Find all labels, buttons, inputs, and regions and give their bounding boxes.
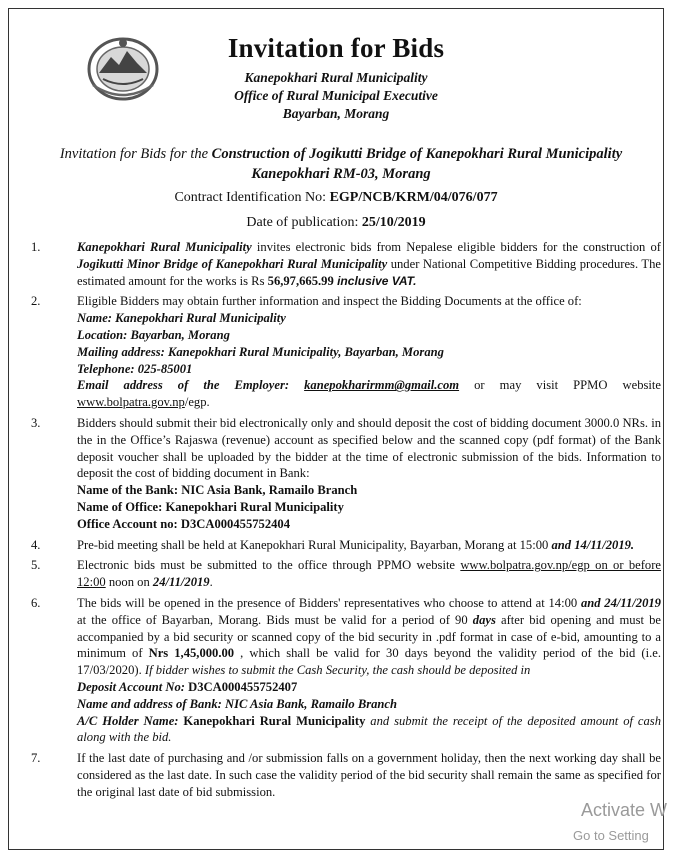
notice-body	[31, 239, 661, 805]
item-number: 6.	[31, 595, 41, 610]
prebid-date: and 14/11/2019.	[551, 537, 635, 552]
contract-label: Contract Identification No:	[174, 190, 327, 205]
item-number: 4.	[31, 537, 41, 552]
contract-id	[9, 190, 663, 206]
watermark-line2[interactable]: Go to Setting	[573, 828, 649, 843]
contract-number: EGP/NCB/KRM/04/076/077	[329, 190, 498, 205]
text-run: Kanepokhari Rural Municipality	[77, 240, 252, 254]
item-text	[77, 293, 661, 411]
bid-security-amount: Nrs 1,45,000.00	[148, 646, 235, 661]
item-text	[77, 595, 661, 746]
list-item	[31, 557, 661, 591]
egp-link[interactable]: www.bolpatra.gov.np/egp on or before 12:00	[77, 558, 661, 590]
pub-date-value: 25/10/2019	[361, 215, 426, 230]
watermark-line1: Activate W	[581, 800, 668, 820]
text-run: invites electronic bids from Nepalese eligible bidders for the construction of	[251, 240, 661, 254]
item-text	[77, 239, 661, 289]
item-number: 1.	[31, 240, 41, 254]
item-text	[77, 537, 661, 554]
deposit-account: D3CA000455752407	[184, 679, 298, 694]
list-item	[31, 537, 661, 554]
list-item	[31, 415, 661, 533]
bank-name: Name of the Bank: NIC Asia Bank, Ramailo Branch	[77, 483, 358, 498]
text-run: Electronic bids must be submitted to the office through PPMO website	[77, 558, 461, 573]
contact-mailing: Mailing address: Kanepokhari Rural Municipality, Bayarban, Morang	[77, 344, 444, 359]
item-number: 5.	[31, 558, 41, 573]
text-run: under National Competitive Bidding procedures. The estimated amount for the works is Rs	[77, 256, 661, 288]
list-item	[31, 595, 661, 746]
list-item	[31, 293, 661, 411]
item-number: 2.	[31, 294, 41, 309]
deposit-label: Deposit Account No:	[77, 679, 185, 694]
pub-label: Date of publication:	[246, 215, 359, 230]
item-text	[77, 415, 661, 533]
item-number: 7.	[31, 751, 41, 766]
office-name: Name of Office: Kanepokhari Rural Municipality	[77, 499, 344, 514]
item-number: 3.	[31, 415, 41, 430]
estimated-amount: 56,97,665.99	[267, 273, 334, 288]
item-text: If the last date of purchasing and /or submission falls on a government holiday, then the next working day shall be considered as the last date. In such case the validity period of the bid security shall remain the same as specified for the original last date of bid submission.	[77, 751, 661, 799]
ppmo-website-link[interactable]: www.bolpatra.gov.np	[77, 395, 185, 410]
project-location: Kanepokhari RM-03, Morang	[251, 166, 431, 182]
org-office: Office of Rural Municipal Executive	[234, 88, 438, 103]
text-run: Eligible Bidders may obtain further information and inspect the Bidding Documents at the office of:	[77, 294, 582, 309]
list-item	[31, 239, 661, 289]
org-address: Bayarban, Morang	[282, 106, 390, 121]
text-run: Bidders should submit their bid electronically only and should deposit the cost of bidding document 3000.0 NRs. in the in the Office’s Rajaswa (revenue) account as specified below and the scanned copy (pdf format) of the Bank deposit voucher shall be uploaded by the bidder at the time of electronic submission of the bids. Information to deposit the cost of bidding document in Bank:	[77, 415, 661, 481]
holder-label: A/C Holder Name:	[77, 713, 179, 728]
intro-prefix: Invitation for Bids for the	[59, 146, 209, 162]
contact-name: Name: Kanepokhari Rural Municipality	[77, 311, 286, 326]
item-text	[77, 557, 661, 591]
text-run: /egp.	[184, 395, 210, 410]
text-run: inclusive VAT.	[333, 273, 417, 288]
org-name: Kanepokhari Rural Municipality	[244, 70, 428, 85]
intro-heading	[39, 144, 643, 184]
text-run: or may visit PPMO website	[459, 378, 661, 393]
text-run: and submit the receipt of the deposited amount of cash along with the bid.	[77, 713, 661, 745]
email-label: Email address of the Employer:	[77, 378, 290, 393]
list-item	[31, 750, 661, 800]
text-run: , which shall be valid for 30 days beyond the validity period of the bid (i.e. 17/03/2020).	[77, 646, 661, 678]
text-run: noon on	[105, 575, 153, 590]
email-link[interactable]: kanepokharirmm@gmail.com	[304, 378, 460, 393]
holder-name: Kanepokhari Rural Municipality	[178, 713, 366, 728]
text-run: Jogikutti Minor Bridge of Kanepokhari Rural Municipality	[77, 256, 388, 271]
text-run: .	[209, 575, 213, 590]
text-run: If bidder wishes to submit the Cash Security, the cash should be deposited in	[144, 663, 531, 678]
contact-telephone: Telephone: 025-85001	[77, 361, 193, 376]
notice-frame	[8, 8, 664, 850]
text-run: Pre-bid meeting shall be held at Kanepokhari Rural Municipality, Bayarban, Morang at 15:00	[77, 537, 552, 552]
text-run: The bids will be opened in the presence of Bidders' representatives who choose to attend at 14:00	[77, 595, 581, 610]
publication-date	[9, 215, 663, 231]
deposit-bank: Name and address of Bank: NIC Asia Bank, Ramailo Branch	[77, 696, 398, 711]
contact-location: Location: Bayarban, Morang	[77, 327, 230, 342]
project-name: Construction of Jogikutti Bridge of Kanepokhari Rural Municipality	[211, 146, 623, 162]
opening-date: and 24/11/2019	[580, 595, 661, 610]
text-run: after bid opening and must be accompanied by a bid security or scanned copy of the bid security in .pdf format in case of e-bid, amounting to a minimum of	[77, 612, 661, 661]
page-title: Invitation for Bids	[227, 33, 445, 63]
text-run: at the office of Bayarban, Morang. Bids must be valid for a period of 90	[77, 612, 473, 627]
office-account: Office Account no: D3CA000455752404	[77, 516, 291, 531]
submission-date: 24/11/2019	[152, 575, 210, 590]
text-run: days	[472, 612, 496, 627]
